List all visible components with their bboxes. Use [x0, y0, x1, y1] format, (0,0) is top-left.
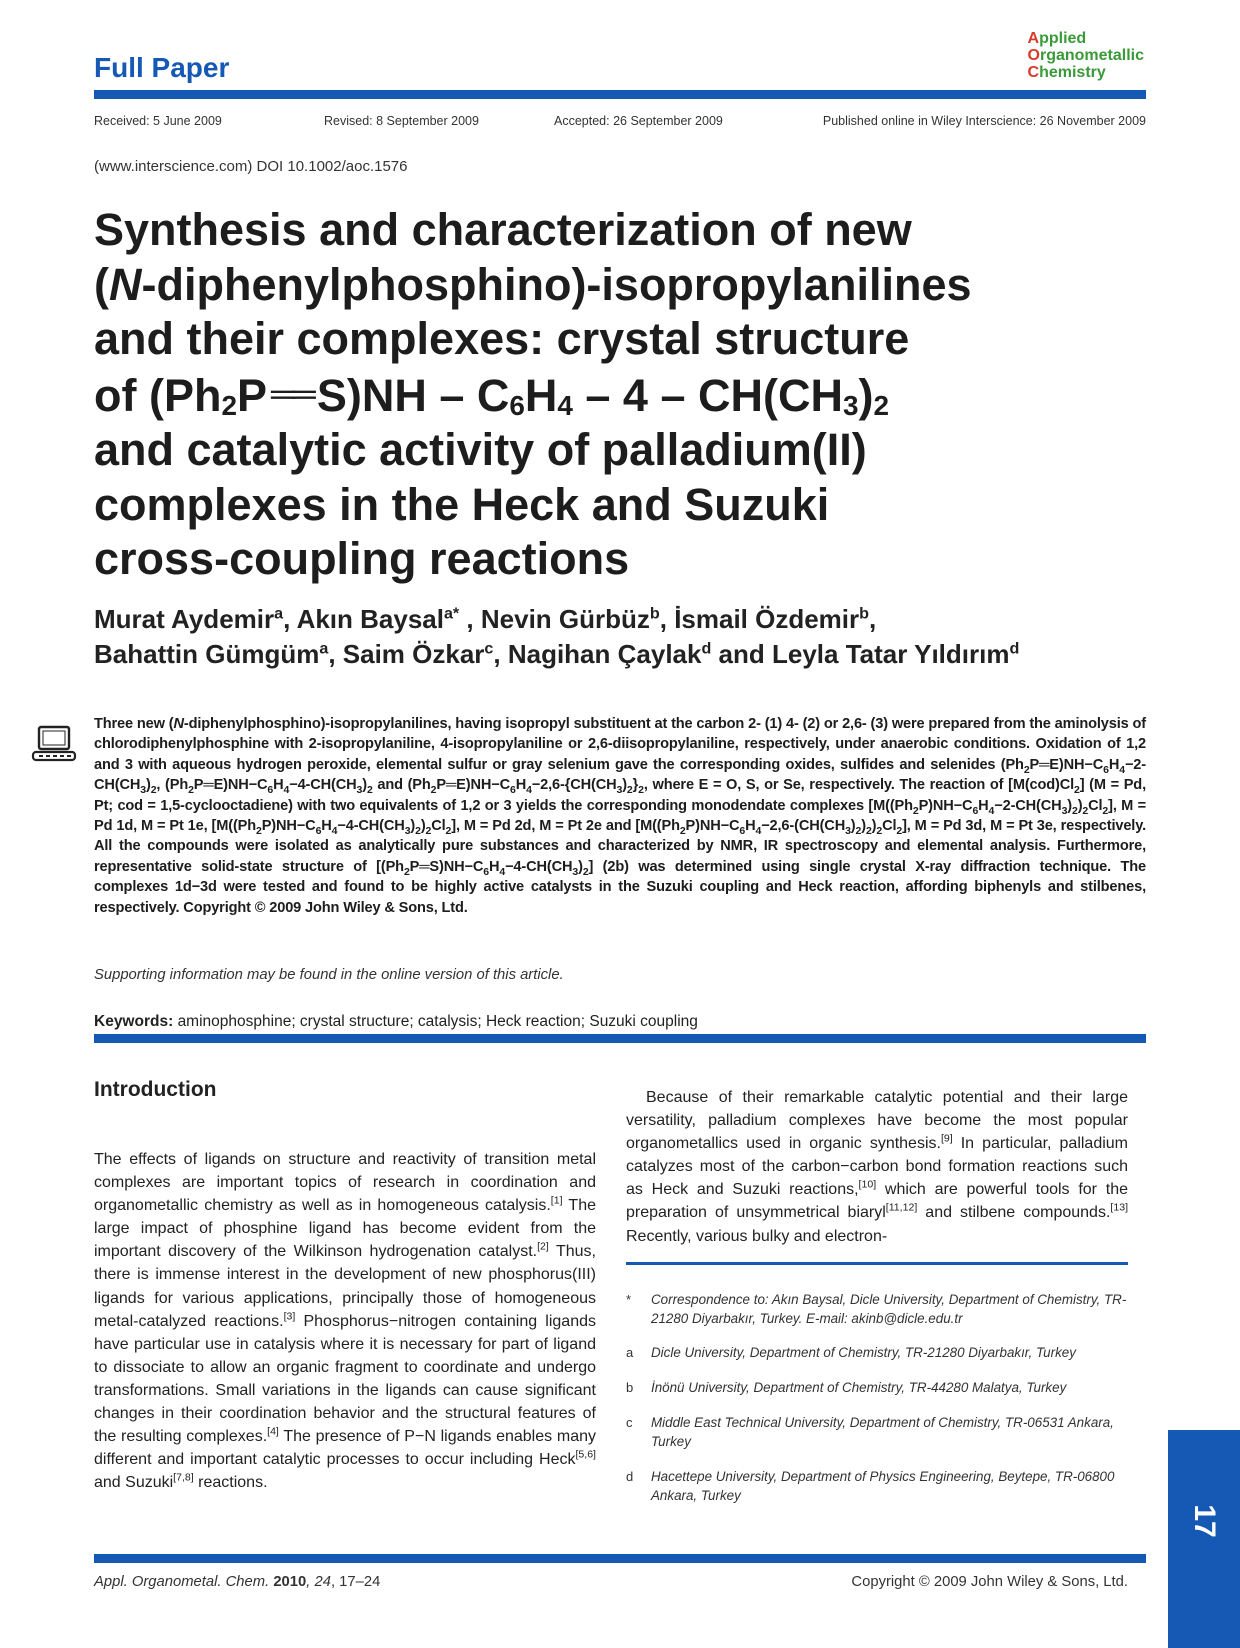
journal-logo: Applied Organometallic Chemistry [1027, 30, 1144, 81]
footer-rule [94, 1554, 1146, 1563]
footnote-correspondence: * Correspondence to: Akın Baysal, Dicle University, Department of Chemistry, TR-21280 Diyarbakır, Turkey. E-mail: akinb@dicle.edu.tr [626, 1292, 1127, 1326]
logo-line-3: hemistry [1039, 64, 1106, 81]
title-line: -diphenylphosphino)-isopropylanilines [141, 258, 972, 310]
author: İsmail Özdemir [674, 604, 860, 634]
abstract: Three new (N-diphenylphosphino)-isopropylanilines, having isopropyl substituent at the carbon 2- (1) 4- (2) or 2,6- (3) were prepared from the aminolysis of chlorodiphenylphosphine with 2-isopropylaniline, 4-isopropylaniline or 2,6-diisopropylaniline, respectively, under anaerobic conditions. Oxidation of 1,2 and 3 with aqueous hydrogen peroxide, elemental sulfur or gray selenium gave the corresponding oxides, sulfides and selenides $(Ph_2P═E)NH-C_6H_4-2-CH(CH_3)_2$, $(Ph_2P═E)NH-C_6H_4-4-CH(CH_3)_2$ and $(Ph_2P═E)NH-C_6H_4-2,6-\{CH(CH_3)_2\}_2$, where E = O, S, or Se, respectively. The reaction of $[M(cod)Cl_2] (M = Pd$, Pt; cod = 1,5-cyclooctadiene) with two equivalents of 1,2 or 3 yields the corresponding monodendate complexes $[M((Ph_2P)NH-C_6H_4-2-CH(CH_3)_2)_2Cl_2]$, M = Pd 1d, M = Pt 1e, $[M((Ph_2P)NH-C_6H_4-4-CH(CH_3)_2)_2Cl_2]$, M = Pd 2d, M = Pt 2e and $[M((Ph_2P)NH-C_6H_4-2,6-(CH(CH_3)_2)_2)_2Cl_2]$, M = Pd 3d, M = Pt 3e, respectively. All the compounds were isolated as analytically pure substances and characterized by NMR, IR spectroscopy and elemental analysis. Furthermore, representative solid-state structure of $[(Ph_2P═S)NH-C_6H_4-4-CH(CH_3)_2]$ (2b) was determined using single crystal X-ray diffraction technique. The complexes 1d−3d were tested and found to be highly active catalysts in the Suzuki coupling and Heck reaction, affording biphenyls and stilbenes, respectively. Copyright © 2009 John Wiley & Sons, Ltd. [94, 716, 1147, 916]
keywords [94, 1013, 698, 1031]
footnote-rule [626, 1262, 1128, 1265]
article-title: Synthesis and characterization of new (N-diphenylphosphino)-isopropylanilines and their complexes: crystal structure of ($Ph_2P$ ══S)NH – $C_6H_4 - 4 - CH(CH_3)_2$ and catalytic activity of palladium(II) complexes in the Heck and Suzuki cross-coupling reactions [94, 204, 972, 584]
title-line: cross-coupling reactions [94, 533, 630, 584]
title-line: complexes in the Heck and Suzuki [94, 478, 830, 530]
title-line: and their complexes: crystal structure [94, 313, 910, 364]
footnote-affiliation-a: a Dicle University, Department of Chemistry, TR-21280 Diyarbakır, Turkey [626, 1345, 1076, 1360]
footnote-affiliation-b: b İnönü University, Department of Chemistry, TR-44280 Malatya, Turkey [626, 1380, 1067, 1395]
title-formula: of ($Ph_2P$ ══S)NH – $C_6H_4 - 4 - CH(CH_3)_2$ [94, 369, 889, 421]
computer-icon [30, 725, 78, 763]
revised-date: Revised: 8 September 2009 [324, 114, 479, 128]
author: Bahattin Gümgüm [94, 639, 320, 669]
intro-paragraph-1: The effects of ligands on structure and reactivity of transition metal complexes are important topics of research in coordination and organometallic chemistry as well as in homogeneous catalysis.[1] The large impact of phosphine ligand has become evident from the important discovery of the Wilkinson hydrogenation catalyst.[2] Thus, there is immense interest in the development of new phosphorus(III) ligands for various applications, principally those of homogeneous metal-catalyzed reactions.[3] Phosphorus−nitrogen containing ligands have particular use in catalysis where it is necessary for part of ligand to dissociate to allow an organic fragment to coordinate and undergo transformations. Small variations in the ligands can cause significant changes in their coordination behavior and the structural features of the resulting complexes.[4] The presence of P−N ligands enables many different and important catalytic processes to occur including Heck[5,6] and Suzuki[7,8] reactions. [94, 1151, 596, 1492]
published-date: Published online in Wiley Interscience: 26 November 2009 [822, 114, 1146, 128]
received-date: Received: 5 June 2009 [94, 114, 222, 128]
author: Leyla Tatar Yıldırım [771, 639, 1010, 669]
accepted-date: Accepted: 26 September 2009 [554, 114, 723, 128]
section-heading: Introduction [94, 1078, 217, 1101]
footnote-affiliation-c: c Middle East Technical University, Department of Chemistry, TR-06531 Ankara, Turkey [626, 1415, 1114, 1449]
footnote-affiliation-d: d Hacettepe University, Department of Physics Engineering, Beytepe, TR-06800 Ankara, Turkey [626, 1469, 1115, 1503]
section-label: Full Paper [94, 52, 230, 83]
abstract-rule [94, 1034, 1146, 1043]
title-line: Synthesis and characterization of new [94, 204, 912, 255]
author: Nagihan Çaylak [507, 639, 702, 669]
journal-citation: Appl. Organometal. Chem. 2010, 24, 17–24 [94, 1574, 381, 1590]
page-number-tab [1168, 1430, 1240, 1648]
intro-paragraph-2: Because of their remarkable catalytic potential and their large versatility, palladium complexes have become the most popular organometallics used in organic synthesis.[9] In particular, palladium catalyzes most of the carbon−carbon bond formation reactions such as Heck and Suzuki reactions,[10] which are powerful tools for the preparation of unsymmetrical biaryl[11,12] and stilbene compounds.[13] Recently, various bulky and electron- [626, 1089, 1129, 1245]
author: Saim Özkar [342, 639, 485, 669]
keywords-text: aminophosphine; crystal structure; catalysis; Heck reaction; Suzuki coupling [177, 1013, 698, 1030]
author-list: Murat Aydemir$^a$, Akın Baysal$^{a*}$ , Nevin Gürbüz$^b$, İsmail Özdemir$^b$, Bahattin Gümgüm$^a$, Saim Özkar$^c$, Nagihan Çaylak$^d$ and Leyla Tatar Yıldırım$^d$ [94, 604, 1020, 669]
doi-link[interactable]: (www.interscience.com) DOI 10.1002/aoc.1576 [94, 158, 408, 175]
logo-line-2: rganometallic [1039, 47, 1144, 64]
supporting-info-note: Supporting information may be found in the online version of this article. [94, 967, 564, 983]
keywords-label: Keywords: [94, 1013, 174, 1030]
logo-line-1: pplied [1039, 30, 1087, 47]
header-rule [94, 90, 1146, 99]
title-italic: N [109, 258, 142, 310]
copyright-notice: Copyright © 2009 John Wiley & Sons, Ltd. [851, 1574, 1128, 1590]
author: Nevin Gürbüz [480, 604, 650, 634]
page-number: 17 [1188, 1504, 1221, 1538]
title-line: and catalytic activity of palladium(II) [94, 424, 867, 475]
author: Murat Aydemir [94, 604, 275, 634]
author: Akın Baysal [296, 604, 444, 634]
